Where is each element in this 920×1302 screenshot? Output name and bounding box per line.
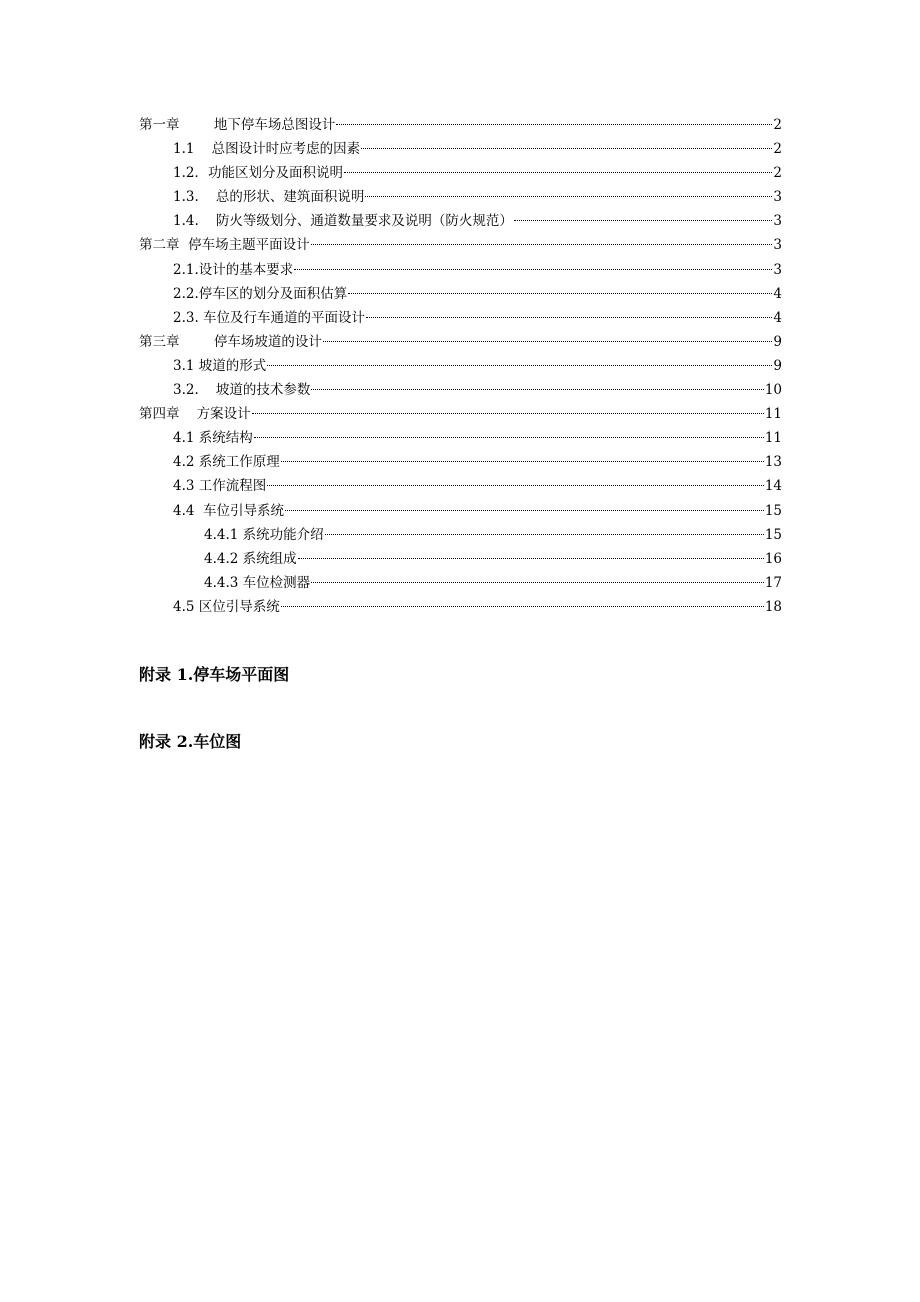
toc-entry-page: 17 <box>764 574 782 591</box>
toc-entry-title: 2.1.设计的基本要求 <box>173 261 294 278</box>
toc-entry[interactable] <box>139 306 782 330</box>
toc-entry-page: 16 <box>764 550 782 567</box>
toc-entry-title: 第二章 停车场主题平面设计 <box>139 237 310 254</box>
toc-leader-dots <box>361 148 772 149</box>
toc-entry[interactable] <box>139 330 782 354</box>
toc-entry-title: 1.3. 总的形状、建筑面积说明 <box>173 189 365 206</box>
toc-entry[interactable] <box>139 378 782 402</box>
toc-entry-title: 第三章 停车场坡道的设计 <box>139 333 322 350</box>
toc-entry-page: 13 <box>764 454 782 471</box>
toc-entry-page: 18 <box>764 598 782 615</box>
appendix-heading: 附录 2.车位图 <box>139 732 242 751</box>
toc-entry[interactable] <box>139 547 782 571</box>
toc-entry-title: 1.4. 防火等级划分、通道数量要求及说明（防火规范） <box>173 213 513 230</box>
toc-entry-title: 4.4 车位引导系统 <box>173 502 285 519</box>
toc-leader-dots <box>365 196 772 197</box>
toc-entry[interactable] <box>139 450 782 474</box>
toc-entry[interactable] <box>139 354 782 378</box>
toc-leader-dots <box>252 413 764 414</box>
toc-entry-page: 14 <box>764 478 782 495</box>
toc-leader-dots <box>254 437 764 438</box>
toc-entry[interactable] <box>139 474 782 498</box>
toc-leader-dots <box>366 317 772 318</box>
toc-leader-dots <box>348 293 772 294</box>
toc-entry[interactable] <box>139 258 782 282</box>
toc-leader-dots <box>323 341 773 342</box>
toc-entry[interactable] <box>139 185 782 209</box>
toc-entry-page: 11 <box>764 430 782 447</box>
toc-entry[interactable] <box>139 499 782 523</box>
toc-entry-page: 3 <box>773 213 782 230</box>
toc-entry-title: 2.2.停车区的划分及面积估算 <box>173 285 348 302</box>
toc-entry-title: 1.1 总图设计时应考虑的因素 <box>173 141 361 158</box>
toc-entry-page: 9 <box>773 357 782 374</box>
toc-entry-page: 9 <box>773 333 782 350</box>
toc-entry[interactable] <box>139 161 782 185</box>
toc-entry-page: 10 <box>764 382 782 399</box>
toc-entry[interactable] <box>139 209 782 233</box>
toc-entry-page: 15 <box>764 502 782 519</box>
toc-leader-dots <box>311 389 763 390</box>
toc-entry-title: 4.4.1 系统功能介绍 <box>204 526 324 543</box>
toc-entry-title: 2.3. 车位及行车通道的平面设计 <box>173 309 366 326</box>
toc-entry[interactable] <box>139 595 782 619</box>
table-of-contents <box>139 113 782 619</box>
toc-entry-title: 第一章 地下停车场总图设计 <box>139 117 336 133</box>
toc-entry[interactable] <box>139 571 782 595</box>
toc-leader-dots <box>298 558 764 559</box>
toc-entry[interactable] <box>139 426 782 450</box>
toc-leader-dots <box>267 365 772 366</box>
toc-leader-dots <box>281 606 764 607</box>
toc-entry-page: 11 <box>764 406 782 423</box>
toc-entry[interactable] <box>139 402 782 426</box>
toc-leader-dots <box>344 172 772 173</box>
toc-entry-page: 15 <box>764 526 782 543</box>
toc-entry-title: 4.3 工作流程图 <box>173 478 267 495</box>
toc-entry-page: 4 <box>773 285 782 302</box>
toc-leader-dots <box>311 582 764 583</box>
toc-entry[interactable] <box>139 137 782 161</box>
appendix-heading: 附录 1.停车场平面图 <box>139 665 290 684</box>
toc-entry-title: 4.4.3 车位检测器 <box>204 574 311 591</box>
toc-entry[interactable] <box>139 523 782 547</box>
toc-entry-title: 4.2 系统工作原理 <box>173 454 280 471</box>
toc-entry-page: 3 <box>773 189 782 206</box>
toc-entry-title: 3.2. 坡道的技术参数 <box>173 382 311 399</box>
toc-entry[interactable] <box>139 282 782 306</box>
toc-entry-page: 2 <box>773 165 782 182</box>
toc-leader-dots <box>267 485 764 486</box>
toc-leader-dots <box>336 124 772 125</box>
toc-leader-dots <box>281 461 764 462</box>
toc-entry-title: 4.5 区位引导系统 <box>173 598 280 615</box>
toc-entry-page: 4 <box>773 309 782 326</box>
toc-entry-title: 第四章 方案设计 <box>139 406 251 423</box>
toc-leader-dots <box>325 534 764 535</box>
toc-entry-page: 3 <box>773 237 782 254</box>
toc-leader-dots <box>514 220 772 221</box>
toc-entry[interactable] <box>139 113 782 137</box>
toc-leader-dots <box>285 510 764 511</box>
toc-entry-title: 1.2．功能区划分及面积说明 <box>173 165 343 182</box>
toc-entry[interactable] <box>139 233 782 257</box>
toc-leader-dots <box>294 269 772 270</box>
toc-leader-dots <box>311 244 773 245</box>
toc-entry-page: 2 <box>773 141 782 158</box>
toc-entry-page: 2 <box>773 117 782 133</box>
toc-entry-title: 3.1 坡道的形式 <box>173 357 267 374</box>
toc-entry-title: 4.4.2 系统组成 <box>204 550 297 567</box>
toc-entry-title: 4.1 系统结构 <box>173 430 253 447</box>
toc-entry-page: 3 <box>773 261 782 278</box>
